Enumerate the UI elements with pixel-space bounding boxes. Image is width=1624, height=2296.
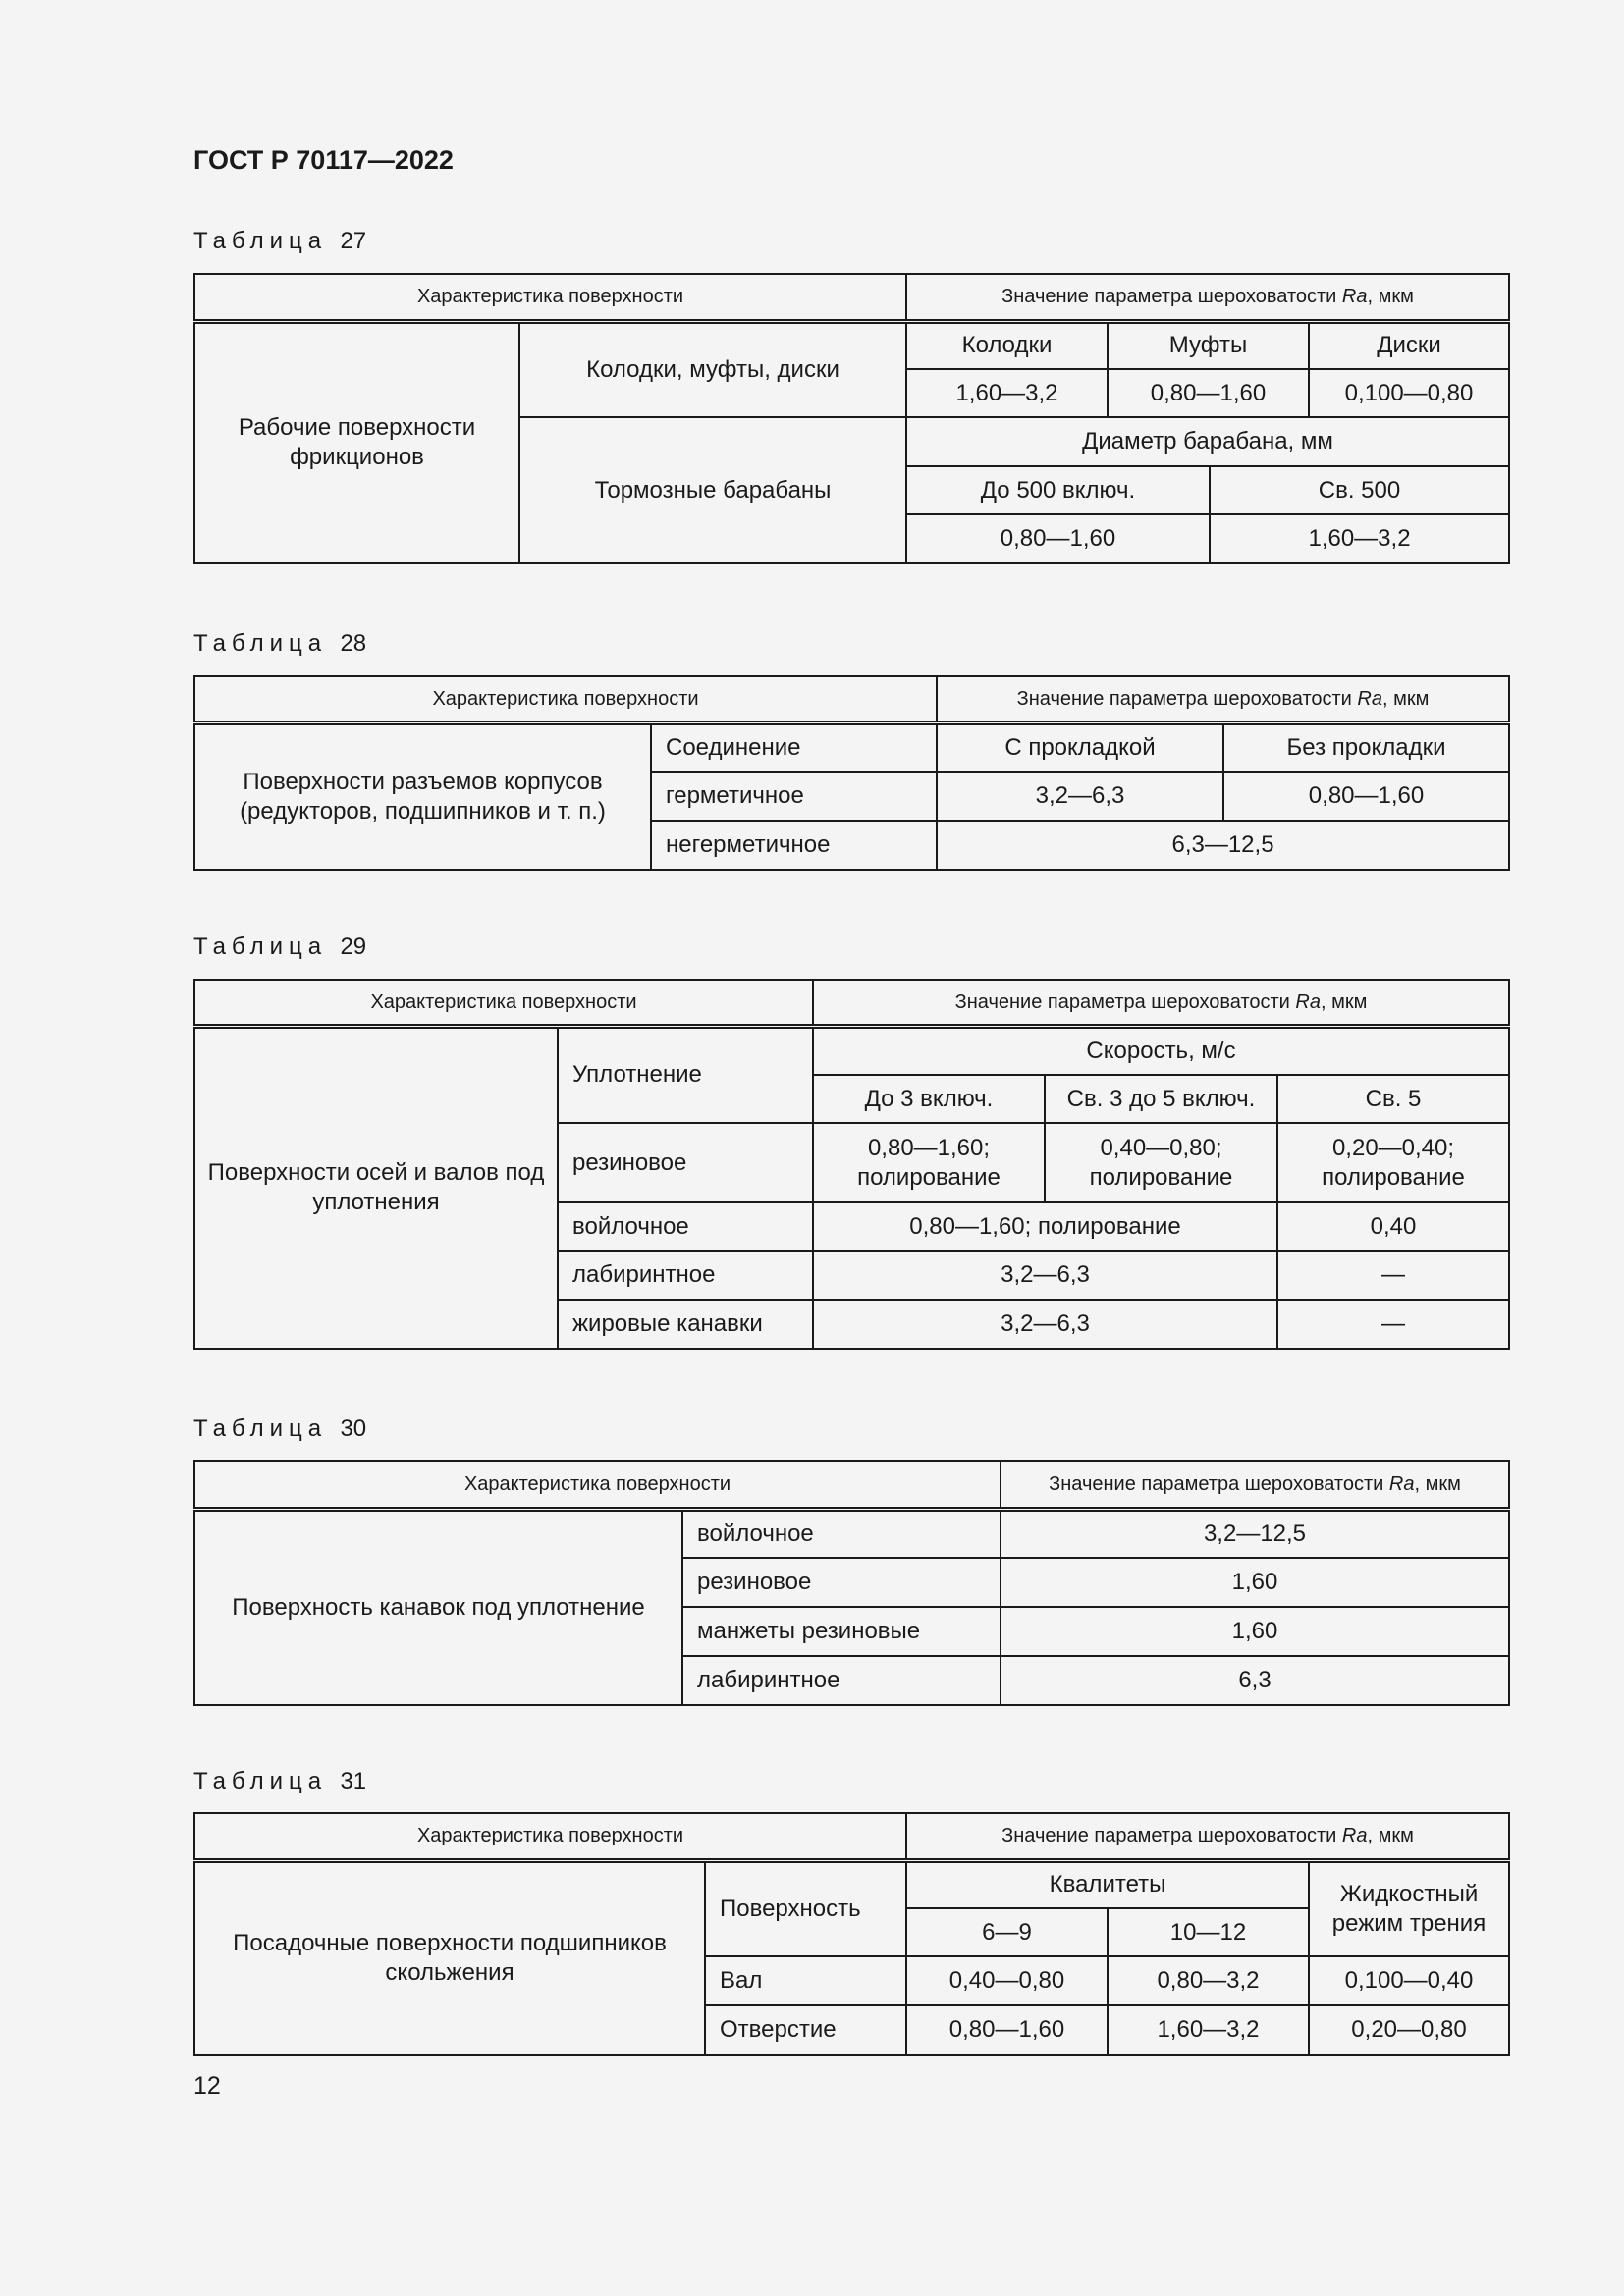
- ra-symbol: Ra: [1341, 1825, 1368, 1847]
- value-cell: 1,60—3,2: [1108, 2005, 1309, 2055]
- main-surface-cell: Посадочные поверхности подшипников скольжения: [194, 1860, 705, 2055]
- value-cell: 0,40—0,80: [906, 1956, 1108, 2005]
- col-header-cell: Диски: [1309, 321, 1509, 369]
- table-caption-number: 28: [340, 630, 367, 657]
- ra-symbol: Ra: [1341, 286, 1368, 308]
- row-label-cell: жировые канавки: [558, 1300, 813, 1349]
- value-cell: 0,100—0,40: [1309, 1956, 1509, 2005]
- value-cell: —: [1277, 1300, 1509, 1349]
- value-cell: 1,60—3,2: [1308, 525, 1411, 552]
- ra-symbol: Ra: [1357, 687, 1382, 710]
- header-ra-value: Значение параметра шероховатости Ra, мкм: [1001, 1461, 1509, 1509]
- table-31: [193, 1812, 1510, 2056]
- header-surface-char: Характеристика поверхности: [194, 1813, 906, 1860]
- row-label-cell: лабиринтное: [682, 1656, 1001, 1705]
- seal-label-cell: Уплотнение: [558, 1026, 813, 1123]
- table-caption-number: 27: [340, 228, 367, 254]
- col-header-cell: До 500 включ.: [907, 467, 1211, 513]
- table-caption-word: Таблица: [193, 228, 328, 254]
- row-label-cell: Вал: [705, 1956, 906, 2005]
- value-cell: 3,2—6,3: [813, 1300, 1277, 1349]
- main-surface-cell: Рабочие поверхности фрикционов: [194, 321, 519, 563]
- value-cell: —: [1277, 1251, 1509, 1300]
- connection-label-cell: Соединение: [651, 722, 937, 772]
- drums-label-cell: Тормозные барабаны: [519, 417, 906, 563]
- col-header-cell: 6—9: [906, 1908, 1108, 1956]
- header-ra-value: Значение параметра шероховатости Ra, мкм: [813, 980, 1509, 1026]
- liquid-friction-label-cell: Жидкостный режим трения: [1309, 1860, 1509, 1956]
- diameter-label-cell: Диаметр барабана, мм: [906, 417, 1509, 466]
- value-cell: 0,80—1,60: [1223, 772, 1509, 821]
- header-surface-char: Характеристика поверхности: [194, 980, 813, 1026]
- value-cell: 0,80—1,60: [907, 515, 1211, 562]
- header-surface-char: Характеристика поверхности: [194, 274, 906, 321]
- value-cell: 0,80—3,2: [1108, 1956, 1309, 2005]
- page-number: 12: [193, 2072, 221, 2100]
- col-header-cell: Колодки: [906, 321, 1108, 369]
- table-caption-word: Таблица: [193, 630, 328, 657]
- row-label-cell: войлочное: [682, 1509, 1001, 1558]
- table-28: [193, 675, 1510, 871]
- value-cell: 0,100—0,80: [1309, 369, 1509, 417]
- header-surface-char: Характеристика поверхности: [194, 676, 937, 722]
- col-header-cell: С прокладкой: [937, 722, 1223, 772]
- table-caption-29: [193, 934, 366, 961]
- value-cell: 3,2—6,3: [813, 1251, 1277, 1300]
- diameter-values-row: [906, 514, 1509, 563]
- table-caption-28: [193, 630, 366, 658]
- row-label-cell: негерметичное: [651, 821, 937, 870]
- value-cell: 1,60—3,2: [906, 369, 1108, 417]
- value-cell: 0,80—1,60: [906, 2005, 1108, 2055]
- value-cell: 3,2—12,5: [1001, 1509, 1509, 1558]
- table-caption-27: [193, 228, 366, 255]
- col-header-cell: Св. 500: [1318, 476, 1401, 504]
- table-caption-number: 31: [340, 1768, 367, 1794]
- table-30: [193, 1460, 1510, 1706]
- value-cell: 0,20—0,40; полирование: [1277, 1123, 1509, 1202]
- ra-symbol: Ra: [1388, 1472, 1415, 1495]
- col-header-cell: Муфты: [1108, 321, 1309, 369]
- col-header-cell: Св. 5: [1277, 1075, 1509, 1123]
- row-label-cell: манжеты резиновые: [682, 1607, 1001, 1656]
- ra-symbol: Ra: [1295, 990, 1321, 1013]
- value-cell: 0,40—0,80; полирование: [1045, 1123, 1277, 1202]
- main-surface-cell: Поверхность канавок под уплотнение: [194, 1509, 682, 1705]
- col-header-cell: До 3 включ.: [813, 1075, 1045, 1123]
- col-header-cell: Без прокладки: [1223, 722, 1509, 772]
- table-caption-30: [193, 1415, 366, 1443]
- row-label-cell: лабиринтное: [558, 1251, 813, 1300]
- speed-label-cell: Скорость, м/с: [813, 1026, 1509, 1075]
- value-cell: 0,80—1,60; полирование: [813, 1202, 1277, 1251]
- main-surface-cell: Поверхности осей и валов под уплотнения: [194, 1026, 558, 1349]
- row-label-cell: резиновое: [558, 1123, 813, 1202]
- diameter-cols-row: [906, 466, 1509, 514]
- value-cell: 6,3—12,5: [937, 821, 1509, 870]
- value-cell: 0,80—1,60; полирование: [813, 1123, 1045, 1202]
- table-caption-number: 29: [340, 934, 367, 960]
- header-ra-value: Значение параметра шероховатости Ra, мкм: [906, 1813, 1509, 1860]
- value-cell: 0,80—1,60: [1108, 369, 1309, 417]
- value-cell: 6,3: [1001, 1656, 1509, 1705]
- grades-label-cell: Квалитеты: [906, 1860, 1309, 1908]
- value-cell: 1,60: [1001, 1607, 1509, 1656]
- surface-label-cell: Поверхность: [705, 1860, 906, 1956]
- pads-label-cell: Колодки, муфты, диски: [519, 321, 906, 417]
- table-caption-word: Таблица: [193, 934, 328, 960]
- row-label-cell: Отверстие: [705, 2005, 906, 2055]
- table-caption-31: [193, 1768, 366, 1795]
- value-cell: 1,60: [1001, 1558, 1509, 1607]
- col-header-cell: Св. 3 до 5 включ.: [1045, 1075, 1277, 1123]
- value-cell: 0,40: [1277, 1202, 1509, 1251]
- value-cell: 3,2—6,3: [937, 772, 1223, 821]
- row-label-cell: герметичное: [651, 772, 937, 821]
- document-header: ГОСТ Р 70117—2022: [193, 145, 454, 175]
- header-ra-value: Значение параметра шероховатости Ra, мкм: [937, 676, 1509, 722]
- main-surface-cell: Поверхности разъемов корпусов (редукторов, подшипников и т. п.): [194, 722, 651, 870]
- header-surface-char: Характеристика поверхности: [194, 1461, 1001, 1509]
- table-caption-word: Таблица: [193, 1768, 328, 1794]
- row-label-cell: войлочное: [558, 1202, 813, 1251]
- header-ra-value: Значение параметра шероховатости Ra, мкм: [906, 274, 1509, 321]
- col-header-cell: 10—12: [1108, 1908, 1309, 1956]
- table-caption-number: 30: [340, 1415, 367, 1442]
- value-cell: 0,20—0,80: [1309, 2005, 1509, 2055]
- table-27: [193, 273, 1510, 564]
- table-29: [193, 979, 1510, 1350]
- row-label-cell: резиновое: [682, 1558, 1001, 1607]
- table-caption-word: Таблица: [193, 1415, 328, 1442]
